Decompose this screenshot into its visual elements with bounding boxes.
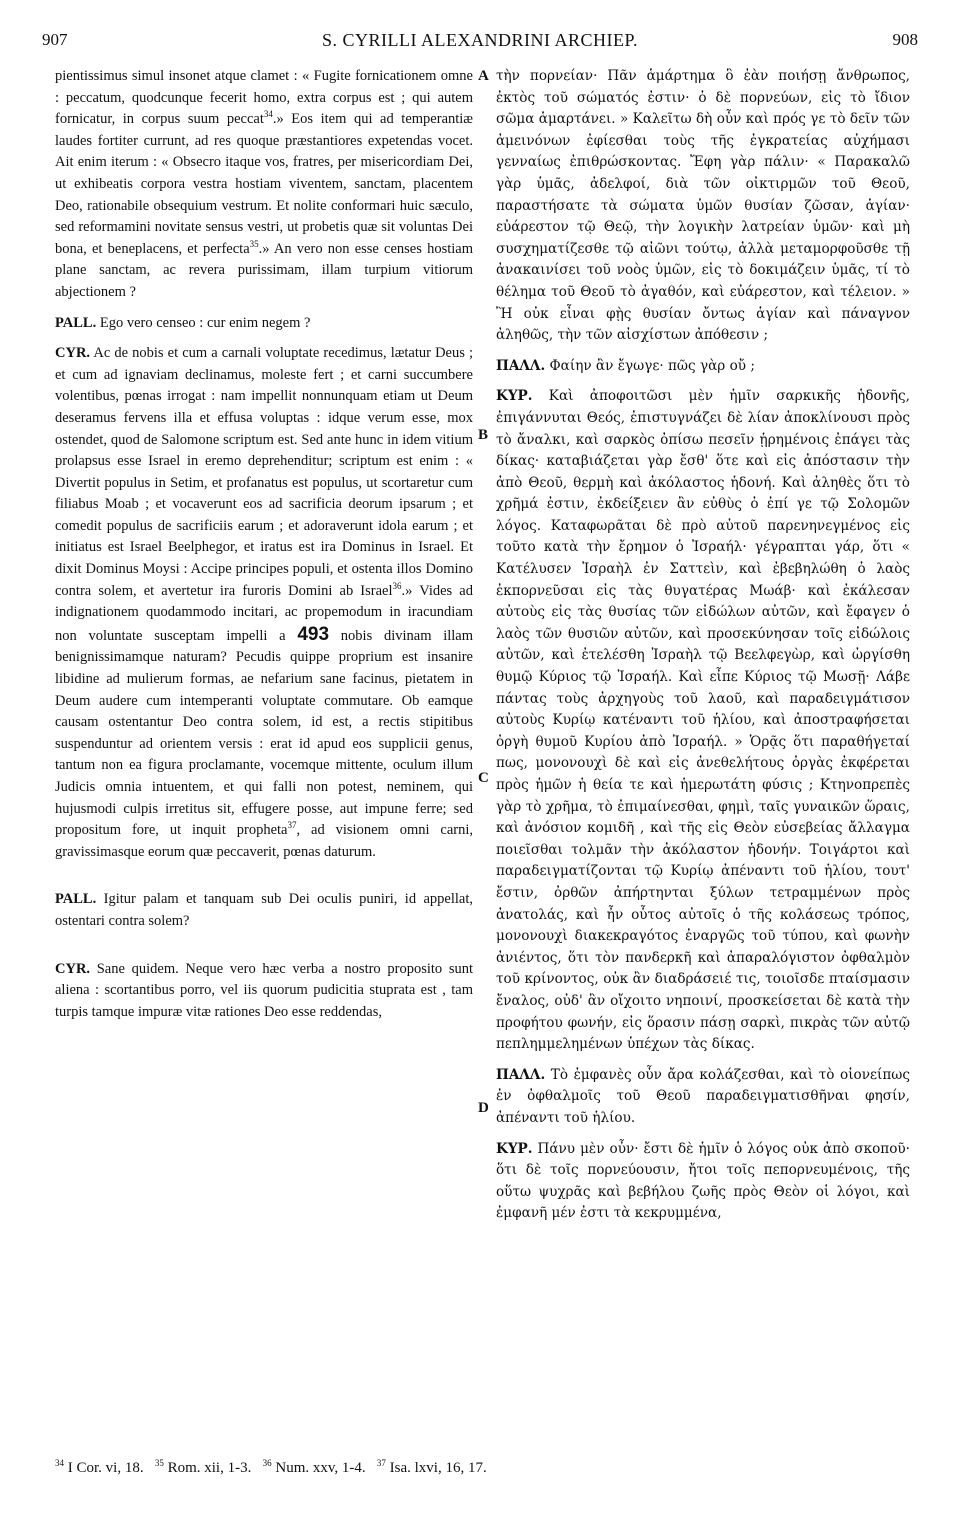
greek-paragraph: τὴν πορνείαν· Πᾶν ἁμάρτημα ὃ ἐὰν ποιήσῃ ἄνθρωπος, ἐκτὸς τοῦ σώματός ἐστιν· ὁ δὲ πορνεύων, εἰς τὸ ἴδιον σῶμα ἁμαρτάνει. » Καλεῖτω δὴ οὖν καὶ πρός γε τὸ δεῖν τῶν ἀμεινόνων ἐφίεσθαι τοὺς τῆς ἐγκρατείας αὐχήμασι γενναίως ἐπιθρώσκοντας. Ἔφη γὰρ πάλιν· « Παρακαλῶ γὰρ ὑμᾶς, ἀδελφοί, διὰ τῶν οἰκτιρμῶν τοῦ Θεοῦ, παραστήσατε τὰ σώματα ὑμῶν θυσίαν ζῶσαν, ἁγίαν· εὐάρεστον τῷ Θεῷ, τὴν λογικὴν λατρείαν ὑμῶν· καὶ μὴ συσχηματίζεσθε τῷ αἰῶνι τούτῳ, ἀλλὰ μεταμορφοῦσθε τῇ ἀνακαινίσει τοῦ νοὸς ὑμῶν, εἰς τὸ δοκιμάζειν ὑμᾶς, τί τὸ θέλημα τοῦ Θεοῦ τὸ ἀγαθόν, καὶ εὐάρεστον, καὶ τέλειον. » Ἢ οὐκ εἶναι φῂς θυσίαν ὄντως ἁγίαν καὶ πάναγνον ἀληθῶς, τὴν τῶν αἰσχίστων ἀπόθεσιν ;	[496, 68, 910, 344]
speaker-label: CYR.	[55, 960, 91, 977]
latin-paragraph: CYR. Ac de nobis et cum a carnali voluptate recedimus, lætatur Deus ; et cum ad ignaviam declinamus, moleste fert ; et carni succumbere volentibus, pœnas irrogat : nam impellit nonnunquam etiam ut Deum deseramus fervens illa et effusa voluptas : idque verum esse, mox ostendet, quod de Salomone scriptum est. Sed ante hunc in idem vitium prolapsus esse Israel in eremo deprehenditur; scriptum est enim : « Divertit populus in Setim, et profanatus est populus, ut scortaretur cum filiabus Moab ; et vocaverunt eos ad sacrificia deorum ipsarum ; et comedit populus de sacrificiis earum ; et adoraverunt idola earum ; et initiatus est Israel Beelphegor, et iratus est ira Dominus in Israel. Et dixit Dominus Moysi : Accipe principes populi, et ostenta illos Domino contra solem, et avertetur ira furoris Domini ab Israel$^{36}$.» Vides ad indignationem quodammodo incitari, ac propemodum in iracundiam non voluntate susceptam impelli a 493 nobis divinam illam benignissimamque naturam? Pecudis quippe proprium est insanire libidine ad mulierum formas, ae nefarium sane facinus, pietatem in Deum audere cum intemperanti voluptate commutare. Ob eamque causam ostentantur Deo contra solem, id est, a rectis stipitibus suspenduntur ad orientem versis : erat id apud eos supplicii genus, tantum non ea figura proclamante, vocemque mittente, oculum illum Judicis omnia intuentem, et qui falli non potest, neminem, qui hujusmodi culpis irretitus sit, effugere posse, aut impune ferre; sed propositum fore, ut inquit propheta$^{37}$, ad visionem omni carni, gravissimasque eorum quæ peccaverit, pœnas daturum.	[55, 345, 474, 860]
footnote: $^{37}$ Isa. lxvi, 16, 17.	[376, 1458, 487, 1476]
latin-paragraph: PALL. Igitur palam et tanquam sub Dei oculis puniri, id appellat, ostentari contra solem?	[55, 891, 473, 929]
speaker-label: CYR.	[55, 345, 91, 362]
greek-paragraph: ΚΥΡ. Πάνυ μὲν οὖν· ἔστι δὲ ἡμῖν ὁ λόγος οὐκ ἀπὸ σκοποῦ· ὅτι δὲ τοῖς πορνεύουσιν, ἤτοι τοῖς πεπορνευμένοις, τῆς οὕτω ψυχρᾶς καὶ βεβήλου ζωῆς πρὸς Θεὸν οἱ λόγοι, καὶ ἐμφανῆ μέν ἐστι τὰ κεκρυμμένα,	[496, 1140, 910, 1222]
margin-mark-d: D	[478, 1100, 489, 1116]
greek-column	[496, 66, 910, 1225]
margin-mark-a: A	[478, 68, 489, 84]
speaker-label: PALL.	[55, 891, 97, 908]
footnote: $^{34}$ I Cor. vi, 18.	[55, 1458, 144, 1476]
speaker-label: ΚΥΡ.	[496, 1140, 533, 1157]
running-title: S. CYRILLI ALEXANDRINI ARCHIEP.	[321, 30, 638, 50]
speaker-label: ΚΥΡ.	[496, 388, 533, 405]
latin-paragraph: PALL. Ego vero censeo : cur enim negem ?	[55, 314, 311, 331]
column-number: 493	[297, 623, 330, 645]
latin-column	[55, 66, 473, 1023]
greek-paragraph: ΠΑΛΛ. Τὸ ἐμφανὲς οὖν ἄρα κολάζεσθαι, καὶ τὸ οἱονείπως ἐν ὀφθαλμοῖς τοῦ Θεοῦ παραδειγματισθῆναι φησίν, ἀπέναντι τοῦ ἡλίου.	[496, 1066, 910, 1126]
greek-paragraph: ΠΑΛΛ. Φαίην ἂν ἔγωγε· πῶς γὰρ οὔ ;	[496, 357, 755, 374]
footnote: $^{36}$ Num. xxv, 1-4.	[262, 1458, 366, 1476]
margin-mark-c: C	[478, 770, 489, 786]
greek-paragraph: ΚΥΡ. Καὶ ἀποφοιτῶσι μὲν ἡμῖν σαρκικῆς ἡδονῆς, ἐπιγάννυται Θεός, ἐπιστυγνάζει δὲ λίαν ἀποκλίνουσι πρὸς τὸ ἄναλκι, καὶ σαρκὸς ὀπίσω πεσεῖν ᾑρημένοις ἐπάγει τὰς δίκας· καταβιάζεται γὰρ ἔσθ' ὅτε καὶ εἰς ἀπόστασιν τὴν ἀπὸ Θεοῦ, θερμὴ καὶ ἀκόλαστος ἡδονή. Καὶ ἀληθὲς ὅτι τὸ χρῆμά ἐστιν, ἐκδείξειεν ἂν εὐθὺς ὁ ἐπί γε τῷ Σολομῶν λόγος. Καταφωρᾶται δὲ πρὸ αὐτοῦ παρενηνεγμένος εἰς τοῦτο κατὰ τὴν ἔρημον ὁ Ἰσραήλ· γέγραπται γάρ, ὅτι « Κατέλυσεν Ἰσραὴλ ἐν Σαττεὶν, καὶ ἐβεβηλώθη ὁ λαὸς ἐκπορνεῦσαι εἰς τὰς θυγατέρας Μωάβ· καὶ ἐκάλεσαν αὐτοὺς εἰς τὰς θυσίας τῶν εἰδώλων αὐτῶν, καὶ ἔφαγεν ὁ λαὸς τῶν θυσιῶν αὐτῶν, καὶ προσεκύνησαν τοῖς εἰδώλοις αὐτῶν, καὶ ἐτελέσθη Ἰσραὴλ τῷ Βεελφεγὼρ, καὶ ὠργίσθη θυμῷ Κύριος τῷ Ἰσραήλ. Καὶ εἶπε Κύριος τῷ Μωσῇ· Λάβε πάντας τοὺς ἀρχηγοὺς τοῦ λαοῦ, καὶ παραδειγμάτισον αὐτοὺς Κυρίῳ κατέναντι τοῦ ἡλίου, καὶ ἀποστραφήσεται ὀργὴ θυμοῦ Κυρίου ἀπὸ Ἰσραήλ. » Ὁρᾷς ὅτι παραθήγεταί πως, μονονουχὶ δὲ καὶ εἰς ἀνεθελήτους ὀργὰς ἐκφέρεται πρὸς ἡμῶν ἡ θεία τε καὶ ἡμερωτάτη φύσις ; Κτηνοπρεπὲς γὰρ τὸ χρῆμα, τὸ ἐπιμαίνεσθαι, φημὶ, ταῖς γυναικῶν ὥραις, καὶ ἀνόσιον κομιδῆ , καὶ τῆς εἰς Θεὸν εὐσεβείας ἄλλαγμα ποιεῖσθαι τολμᾶν τὴν ἀκόλαστον ἡδονήν. Τοιγάρτοι καὶ παραδειγματίζονται τῷ Κυρίῳ ἀπέναντι τοῦ ἡλίου, τουτ' ἔστιν, ὀρθῶν ἀπήρτηνται ξύλων τετραμμένων πρὸς ἀνατολάς, καὶ ἦν οὗτος αὐτοῖς ὁ τῆς κολάσεως τρόπος, μονονουχὶ διακεκραγότος ἐναργῶς τοῦ τύπου, καὶ φωνὴν ἀνιέντος, ὅτι τὸν πανδερκῆ καὶ ἀπαραλόγιστον ὀφθαλμὸν τοῦ κρίνοντος, οὐκ ἂν διαδράσειέ τις, τοιοῖσδε πταίσμασιν ἔναλος, οὐδ' ἂν οἴχοιτο νηποινί, προσκείσεται δὲ κατὰ τὴν προφήτου φωνήν, εἰς ὅρασιν πάσῃ σαρκὶ, πικρὰς τῶν αὐτῷ πεπλημμελημένων ὑπέχων τὰς δίκας.	[496, 388, 910, 1053]
footnote: $^{35}$ Rom. xii, 1-3.	[154, 1458, 252, 1476]
page-header	[42, 30, 918, 56]
speaker-label: ΠΑΛΛ.	[496, 357, 546, 374]
margin-mark-b: B	[478, 427, 489, 443]
speaker-label: PALL.	[55, 314, 97, 331]
footnotes	[55, 1460, 915, 1477]
page-number-right: 908	[892, 30, 918, 49]
latin-paragraph: CYR. Sane quidem. Neque vero hæc verba a nostro proposito sunt aliena : scortantibus porro, vel iis quorum pudicitia stuprata est , tam turpis tamque impuræ vitæ rationes Deo esse reddendas,	[55, 960, 473, 1020]
speaker-label: ΠΑΛΛ.	[496, 1066, 546, 1083]
page-number-left: 907	[42, 30, 68, 49]
latin-paragraph: pientissimus simul insonet atque clamet : « Fugite fornicationem omne : peccatum, quodcunque fecerit homo, extra corpus est ; qui autem fornicatur, in corpus suum peccat$^{34}$.» Eos item qui ad temperantiæ laudes fortiter currunt, ad res quoque præstantiores expetendas vocet. Ait enim iterum : « Obsecro itaque vos, fratres, per misericordiam Dei, ut exhibeatis corpora vestra hostiam viventem, sanctam, placentem Deo, rationabile obsequium vestrum. Et nolite conformari huic sæculo, sed reformamini novitate sensus vestri, ut probetis quæ sit voluntas Dei bona, et beneplacens, et perfecta$^{35}$.» An vero non esse censes hostiam plane sanctam, ac revera purissimam, illam turpium vitiorum abjectionem ?	[55, 68, 473, 300]
